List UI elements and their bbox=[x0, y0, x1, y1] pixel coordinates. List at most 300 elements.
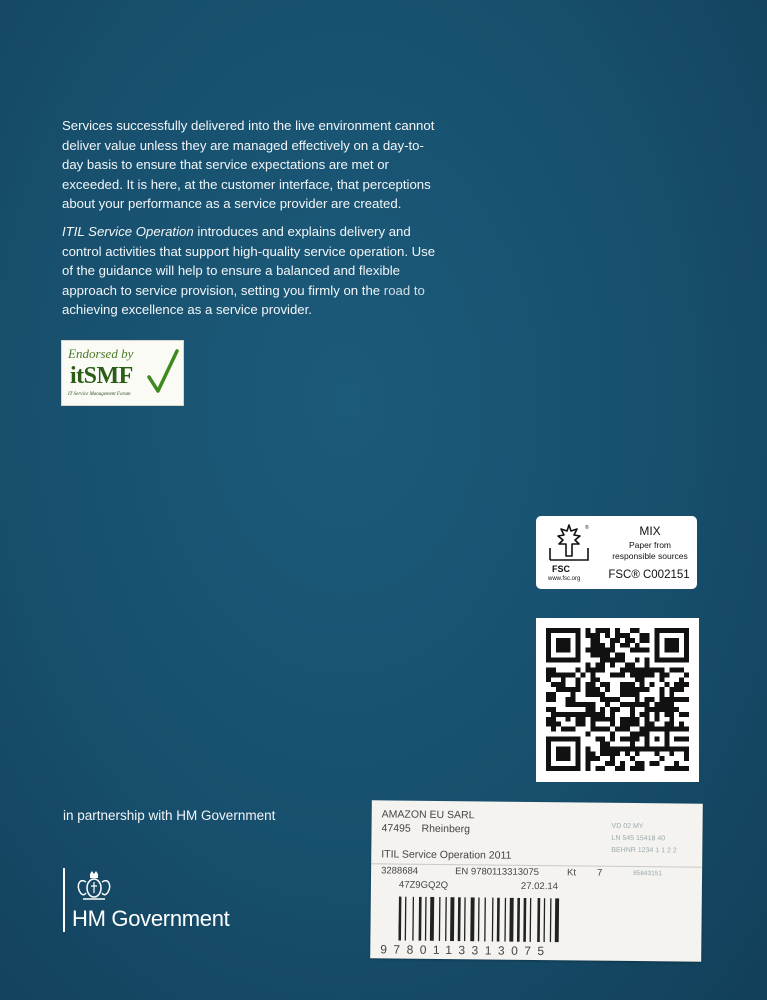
qr-module bbox=[625, 638, 630, 643]
qr-module bbox=[566, 702, 571, 707]
barcode-bar bbox=[425, 897, 427, 941]
qr-module bbox=[635, 677, 640, 682]
sticker-company: AMAZON EU SARL bbox=[381, 808, 475, 822]
qr-module bbox=[605, 648, 610, 653]
qr-module bbox=[605, 682, 610, 687]
barcode-bar bbox=[439, 897, 441, 941]
barcode-bar bbox=[445, 897, 447, 941]
qr-module bbox=[590, 633, 595, 638]
qr-module bbox=[664, 707, 669, 712]
qr-module bbox=[640, 667, 645, 672]
qr-module bbox=[610, 751, 615, 756]
qr-module bbox=[600, 746, 605, 751]
qr-module bbox=[561, 677, 566, 682]
qr-module bbox=[640, 682, 645, 687]
qr-module bbox=[674, 766, 679, 771]
qr-module bbox=[600, 697, 605, 702]
sticker-right-line-1: VD 02 MY bbox=[611, 822, 644, 831]
qr-module bbox=[635, 736, 640, 741]
qr-module bbox=[669, 687, 674, 692]
sticker-quantity: 7 bbox=[597, 867, 603, 879]
qr-module bbox=[679, 677, 684, 682]
qr-module bbox=[645, 712, 650, 717]
barcode-bar bbox=[492, 898, 494, 942]
qr-module bbox=[625, 667, 630, 672]
qr-module bbox=[590, 682, 595, 687]
qr-module bbox=[546, 717, 551, 722]
sticker-date: 27.02.14 bbox=[520, 880, 558, 893]
qr-module bbox=[669, 766, 674, 771]
qr-module bbox=[605, 746, 610, 751]
qr-module bbox=[600, 643, 605, 648]
barcode-bar bbox=[470, 897, 474, 941]
qr-module bbox=[615, 697, 620, 702]
royal-crest-icon bbox=[71, 868, 117, 904]
qr-module bbox=[630, 702, 635, 707]
qr-module bbox=[595, 717, 600, 722]
qr-module bbox=[615, 727, 620, 732]
qr-module bbox=[590, 638, 595, 643]
qr-module bbox=[684, 727, 689, 732]
qr-module bbox=[625, 643, 630, 648]
qr-module bbox=[576, 667, 581, 672]
qr-module bbox=[620, 687, 625, 692]
qr-module bbox=[585, 682, 590, 687]
qr-module bbox=[610, 722, 615, 727]
qr-module bbox=[654, 751, 659, 756]
qr-module bbox=[590, 692, 595, 697]
qr-module bbox=[566, 727, 571, 732]
qr-module bbox=[674, 761, 679, 766]
qr-module bbox=[595, 628, 600, 633]
qr-module bbox=[600, 741, 605, 746]
qr-module bbox=[585, 751, 590, 756]
qr-module bbox=[600, 751, 605, 756]
qr-module bbox=[654, 761, 659, 766]
qr-module bbox=[674, 697, 679, 702]
qr-module bbox=[561, 682, 566, 687]
qr-module bbox=[576, 712, 581, 717]
barcode-bar bbox=[478, 897, 480, 941]
qr-module bbox=[679, 727, 684, 732]
qr-module bbox=[679, 682, 684, 687]
svg-text:®: ® bbox=[585, 525, 589, 531]
qr-module bbox=[576, 722, 581, 727]
qr-module bbox=[581, 672, 586, 677]
qr-module bbox=[561, 687, 566, 692]
qr-module bbox=[590, 648, 595, 653]
qr-module bbox=[546, 667, 551, 672]
barcode-bar bbox=[419, 897, 422, 941]
barcode-bar bbox=[517, 898, 520, 942]
qr-module bbox=[600, 707, 605, 712]
qr-module bbox=[551, 672, 556, 677]
qr-module bbox=[625, 692, 630, 697]
qr-module bbox=[610, 756, 615, 761]
qr-module bbox=[620, 658, 625, 663]
qr-module bbox=[669, 712, 674, 717]
hm-government-divider bbox=[63, 868, 65, 932]
qr-module bbox=[650, 682, 655, 687]
qr-module bbox=[635, 687, 640, 692]
qr-module bbox=[635, 628, 640, 633]
qr-module bbox=[590, 667, 595, 672]
qr-module bbox=[620, 653, 625, 658]
qr-module bbox=[546, 722, 551, 727]
sticker-postcode: 47495 bbox=[381, 822, 411, 835]
barcode-bar bbox=[405, 897, 407, 941]
qr-module bbox=[590, 756, 595, 761]
qr-module bbox=[669, 751, 674, 756]
qr-module bbox=[551, 727, 556, 732]
checkmark-icon bbox=[146, 347, 180, 397]
qr-module bbox=[630, 732, 635, 737]
qr-module bbox=[635, 722, 640, 727]
qr-module bbox=[605, 628, 610, 633]
qr-module bbox=[640, 732, 645, 737]
qr-module bbox=[600, 712, 605, 717]
qr-module bbox=[590, 687, 595, 692]
qr-module bbox=[546, 692, 551, 697]
sticker-kt: Kt bbox=[567, 867, 577, 879]
qr-module bbox=[551, 712, 556, 717]
qr-module bbox=[610, 643, 615, 648]
qr-module bbox=[650, 707, 655, 712]
qr-module bbox=[625, 682, 630, 687]
qr-module bbox=[664, 702, 669, 707]
qr-module bbox=[600, 663, 605, 668]
qr-module bbox=[669, 692, 674, 697]
qr-module bbox=[630, 663, 635, 668]
barcode-bar bbox=[430, 897, 434, 941]
blurb-paragraph-2-end: achieving excellence as a service provider. bbox=[62, 302, 312, 318]
qr-module bbox=[654, 736, 659, 741]
qr-module bbox=[615, 633, 620, 638]
qr-module bbox=[645, 672, 650, 677]
qr-module bbox=[595, 712, 600, 717]
qr-module bbox=[640, 672, 645, 677]
back-cover-blurb bbox=[62, 116, 442, 328]
qr-module bbox=[640, 746, 645, 751]
qr-module bbox=[669, 667, 674, 672]
qr-module bbox=[669, 722, 674, 727]
qr-module bbox=[630, 756, 635, 761]
qr-module bbox=[556, 672, 561, 677]
blurb-paragraph-2-text: introduces and explains delivery and control activities that support high-quality service operation. Use of the guidance will help to ensure a balanced and flexible approach to service provision, setting you firmly on the bbox=[62, 223, 436, 298]
qr-module bbox=[659, 677, 664, 682]
qr-module bbox=[590, 643, 595, 648]
qr-module bbox=[630, 692, 635, 697]
qr-module bbox=[659, 687, 664, 692]
sticker-order-number: 3288684 bbox=[381, 865, 419, 877]
qr-module bbox=[551, 667, 556, 672]
qr-module bbox=[605, 751, 610, 756]
qr-module bbox=[654, 717, 659, 722]
qr-module bbox=[605, 741, 610, 746]
qr-module bbox=[640, 702, 645, 707]
qr-module bbox=[625, 702, 630, 707]
qr-module bbox=[571, 687, 576, 692]
qr-module bbox=[605, 761, 610, 766]
qr-module bbox=[640, 712, 645, 717]
barcode-bar bbox=[398, 897, 401, 941]
qr-module bbox=[595, 643, 600, 648]
qr-module bbox=[620, 736, 625, 741]
qr-module bbox=[610, 761, 615, 766]
qr-module bbox=[605, 727, 610, 732]
qr-module bbox=[581, 722, 586, 727]
qr-module bbox=[551, 692, 556, 697]
qr-module bbox=[645, 687, 650, 692]
qr-module bbox=[669, 697, 674, 702]
qr-module bbox=[650, 722, 655, 727]
qr-module bbox=[605, 653, 610, 658]
qr-module bbox=[630, 766, 635, 771]
qr-module bbox=[595, 736, 600, 741]
qr-module bbox=[654, 667, 659, 672]
qr-module bbox=[566, 717, 571, 722]
qr-code-icon bbox=[546, 628, 689, 771]
fsc-description-line-1: Paper from bbox=[628, 540, 672, 550]
qr-module bbox=[620, 672, 625, 677]
qr-module bbox=[625, 746, 630, 751]
qr-code bbox=[536, 618, 699, 782]
qr-module bbox=[635, 702, 640, 707]
qr-module bbox=[640, 648, 645, 653]
sticker-title: ITIL Service Operation 2011 bbox=[381, 848, 512, 862]
qr-module bbox=[650, 667, 655, 672]
blurb-paragraph-1: Services successfully delivered into the live environment cannot deliver value unless they are managed effectively on a day-to-day basis to ensure that service expectations are met or exceeded. It is here, at the customer interface, that perceptions about your performance as a service provider are created. bbox=[62, 118, 435, 212]
qr-module bbox=[561, 712, 566, 717]
itsmf-logo-text: itSMF bbox=[70, 363, 133, 389]
qr-module bbox=[556, 638, 571, 653]
qr-module bbox=[595, 663, 600, 668]
qr-module bbox=[546, 707, 551, 712]
sticker-right-line-2: LN 545 15418 40 bbox=[611, 834, 666, 843]
qr-module bbox=[674, 746, 679, 751]
qr-module bbox=[585, 712, 590, 717]
qr-module bbox=[679, 667, 684, 672]
qr-module bbox=[620, 766, 625, 771]
qr-module bbox=[551, 717, 556, 722]
sticker-right-line-4: 85843151 bbox=[633, 870, 663, 878]
qr-module bbox=[635, 697, 640, 702]
qr-module bbox=[664, 722, 669, 727]
qr-module bbox=[556, 722, 561, 727]
qr-module bbox=[679, 746, 684, 751]
qr-module bbox=[674, 667, 679, 672]
qr-module bbox=[571, 702, 576, 707]
qr-module bbox=[585, 756, 590, 761]
qr-module bbox=[571, 727, 576, 732]
qr-module bbox=[566, 697, 571, 702]
qr-module bbox=[605, 717, 610, 722]
qr-module bbox=[620, 727, 625, 732]
barcode-bar bbox=[412, 897, 414, 941]
qr-module bbox=[635, 761, 640, 766]
qr-module bbox=[625, 736, 630, 741]
qr-module bbox=[640, 638, 645, 643]
qr-module bbox=[684, 697, 689, 702]
qr-module bbox=[674, 687, 679, 692]
barcode-bar bbox=[497, 898, 500, 942]
qr-module bbox=[664, 682, 669, 687]
qr-module bbox=[551, 707, 556, 712]
qr-module bbox=[684, 682, 689, 687]
qr-module bbox=[610, 658, 615, 663]
qr-module bbox=[635, 692, 640, 697]
qr-module bbox=[556, 746, 571, 761]
qr-module bbox=[645, 663, 650, 668]
qr-module bbox=[659, 702, 664, 707]
barcode-bar bbox=[504, 898, 506, 942]
qr-module bbox=[615, 672, 620, 677]
qr-module bbox=[546, 697, 551, 702]
fsc-license-code: FSC® C002151 bbox=[608, 569, 690, 581]
qr-module bbox=[645, 667, 650, 672]
qr-module bbox=[679, 687, 684, 692]
qr-module bbox=[551, 682, 556, 687]
qr-module bbox=[585, 746, 590, 751]
barcode-bar bbox=[550, 898, 552, 942]
qr-module bbox=[640, 761, 645, 766]
qr-module bbox=[679, 736, 684, 741]
qr-module bbox=[576, 677, 581, 682]
barcode-icon bbox=[398, 897, 578, 943]
qr-module bbox=[625, 633, 630, 638]
fsc-description bbox=[606, 540, 694, 562]
qr-module bbox=[625, 687, 630, 692]
qr-module bbox=[600, 658, 605, 663]
qr-module bbox=[640, 727, 645, 732]
qr-module bbox=[659, 692, 664, 697]
qr-module bbox=[630, 648, 635, 653]
qr-module bbox=[590, 717, 595, 722]
qr-module bbox=[620, 761, 625, 766]
qr-module bbox=[659, 756, 664, 761]
qr-module bbox=[654, 702, 659, 707]
qr-module bbox=[630, 707, 635, 712]
sticker-ean: EN 9780113313075 bbox=[455, 866, 539, 879]
qr-module bbox=[620, 746, 625, 751]
qr-module bbox=[571, 672, 576, 677]
qr-module bbox=[600, 692, 605, 697]
qr-module bbox=[645, 638, 650, 643]
qr-module bbox=[625, 663, 630, 668]
sticker-right-line-3: BEHNR 1234 1 1 2 2 bbox=[611, 846, 677, 855]
qr-module bbox=[635, 732, 640, 737]
qr-module bbox=[635, 717, 640, 722]
qr-module bbox=[585, 761, 590, 766]
qr-module bbox=[664, 766, 669, 771]
qr-module bbox=[684, 766, 689, 771]
qr-module bbox=[664, 712, 669, 717]
qr-module bbox=[635, 658, 640, 663]
barcode-bar bbox=[523, 898, 526, 942]
qr-module bbox=[581, 717, 586, 722]
fsc-tree-icon bbox=[544, 522, 594, 564]
fsc-description-line-2: responsible sources bbox=[612, 551, 688, 561]
qr-module bbox=[590, 672, 595, 677]
qr-module bbox=[595, 648, 600, 653]
qr-module bbox=[595, 677, 600, 682]
qr-module bbox=[610, 638, 615, 643]
qr-module bbox=[595, 692, 600, 697]
qr-module bbox=[684, 712, 689, 717]
qr-module bbox=[590, 677, 595, 682]
qr-module bbox=[610, 746, 615, 751]
qr-module bbox=[630, 687, 635, 692]
itsmf-endorsement-badge bbox=[61, 340, 184, 406]
qr-module bbox=[659, 672, 664, 677]
qr-module bbox=[615, 766, 620, 771]
qr-module bbox=[605, 633, 610, 638]
qr-module bbox=[571, 692, 576, 697]
qr-module bbox=[605, 702, 610, 707]
qr-module bbox=[669, 717, 674, 722]
qr-module bbox=[650, 761, 655, 766]
qr-module bbox=[635, 648, 640, 653]
qr-module bbox=[600, 648, 605, 653]
qr-module bbox=[600, 766, 605, 771]
qr-module bbox=[630, 628, 635, 633]
barcode-bar bbox=[530, 898, 532, 942]
qr-module bbox=[561, 727, 566, 732]
qr-module bbox=[684, 672, 689, 677]
barcode-bar bbox=[450, 897, 454, 941]
qr-module bbox=[590, 653, 595, 658]
qr-module bbox=[674, 707, 679, 712]
barcode-digits: 9780113313075 bbox=[380, 942, 551, 959]
qr-module bbox=[585, 687, 590, 692]
qr-module bbox=[659, 697, 664, 702]
qr-module bbox=[684, 746, 689, 751]
qr-module bbox=[664, 697, 669, 702]
qr-module bbox=[625, 722, 630, 727]
qr-module bbox=[595, 667, 600, 672]
qr-module bbox=[566, 672, 571, 677]
qr-module bbox=[585, 667, 590, 672]
qr-module bbox=[635, 672, 640, 677]
qr-module bbox=[630, 667, 635, 672]
qr-module bbox=[625, 717, 630, 722]
qr-module bbox=[585, 732, 590, 737]
qr-module bbox=[625, 751, 630, 756]
qr-module bbox=[645, 722, 650, 727]
qr-module bbox=[679, 722, 684, 727]
qr-module bbox=[546, 672, 551, 677]
qr-module bbox=[630, 741, 635, 746]
qr-module bbox=[585, 648, 590, 653]
qr-module bbox=[551, 722, 556, 727]
qr-module bbox=[610, 736, 615, 741]
qr-module bbox=[595, 633, 600, 638]
blurb-paragraph-2-obscured: road to bbox=[383, 282, 425, 298]
qr-module bbox=[590, 751, 595, 756]
qr-module bbox=[620, 702, 625, 707]
qr-module bbox=[566, 712, 571, 717]
qr-module bbox=[640, 766, 645, 771]
qr-module bbox=[664, 672, 669, 677]
qr-module bbox=[645, 702, 650, 707]
qr-module bbox=[654, 707, 659, 712]
hm-government-name: HM Government bbox=[72, 906, 230, 931]
qr-module bbox=[620, 667, 625, 672]
qr-module bbox=[600, 628, 605, 633]
qr-module bbox=[679, 712, 684, 717]
qr-module bbox=[674, 682, 679, 687]
qr-module bbox=[684, 751, 689, 756]
